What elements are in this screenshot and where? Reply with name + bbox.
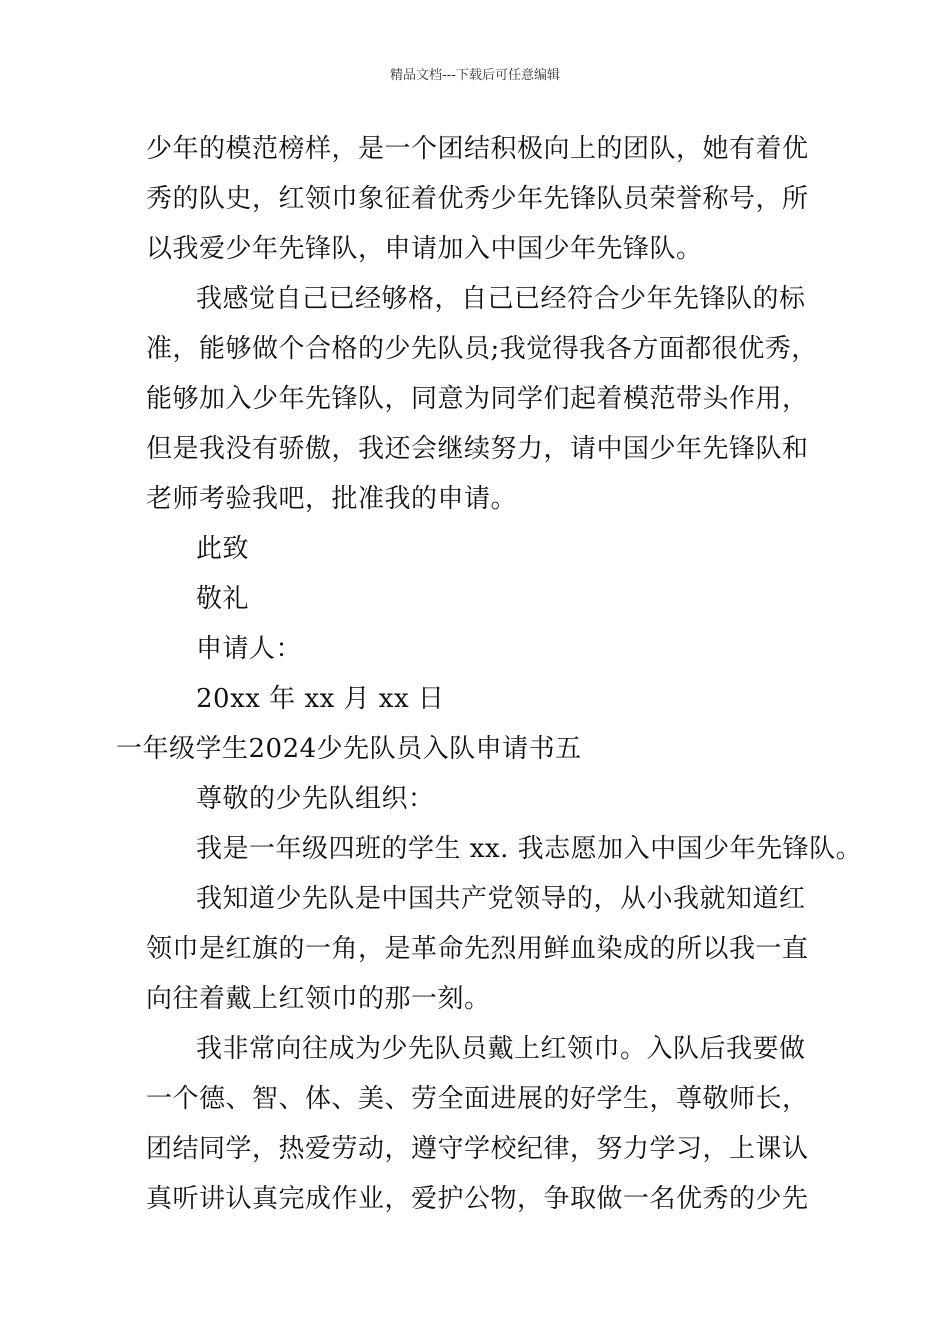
text-line: 少年的模范榜样，是一个团结积极向上的团队，她有着优	[146, 134, 809, 164]
text-line: 我非常向往成为少先队员戴上红领巾。入队后我要做	[196, 1034, 806, 1064]
salutation-line: 此致	[196, 534, 250, 564]
applicant-line: 申请人：	[196, 634, 303, 664]
text-line: 老师考验我吧，批准我的申请。	[146, 484, 518, 514]
text-line: 我感觉自己已经够格，自己已经符合少年先锋队的标	[196, 284, 806, 314]
text-line: 准，能够做个合格的少先队员;我觉得我各方面都很优秀，	[146, 334, 818, 364]
greeting-line: 尊敬的少先队组织：	[196, 784, 435, 814]
text-line: 真听讲认真完成作业，爱护公物，争取做一名优秀的少先	[146, 1184, 809, 1214]
salutation-line: 敬礼	[196, 584, 250, 614]
text-line: 向往着戴上红领巾的那一刻。	[146, 984, 491, 1014]
date-line: 20xx 年 xx 月 xx 日	[196, 684, 445, 714]
text-line: 我是一年级四班的学生 xx. 我志愿加入中国少年先锋队。	[196, 834, 863, 864]
text-line: 一个德、智、体、美、劳全面进展的好学生，尊敬师长，	[146, 1084, 809, 1114]
text-line: 我知道少先队是中国共产党领导的，从小我就知道红	[196, 884, 806, 914]
text-line: 团结同学，热爱劳动，遵守学校纪律，努力学习，上课认	[146, 1134, 809, 1164]
text-line: 领巾是红旗的一角，是革命先烈用鲜血染成的所以我一直	[146, 934, 809, 964]
text-line: 能够加入少年先锋队，同意为同学们起着模范带头作用，	[146, 384, 809, 414]
page-header: 精品文档---下载后可任意编辑	[389, 68, 561, 83]
text-line: 秀的队史，红领巾象征着优秀少年先锋队员荣誉称号，所	[146, 184, 809, 214]
text-line: 但是我没有骄傲，我还会继续努力，请中国少年先锋队和	[146, 434, 809, 464]
text-line: 以我爱少年先锋队，申请加入中国少年先锋队。	[146, 234, 703, 264]
section-title: 一年级学生2024少先队员入队申请书五	[116, 734, 582, 764]
